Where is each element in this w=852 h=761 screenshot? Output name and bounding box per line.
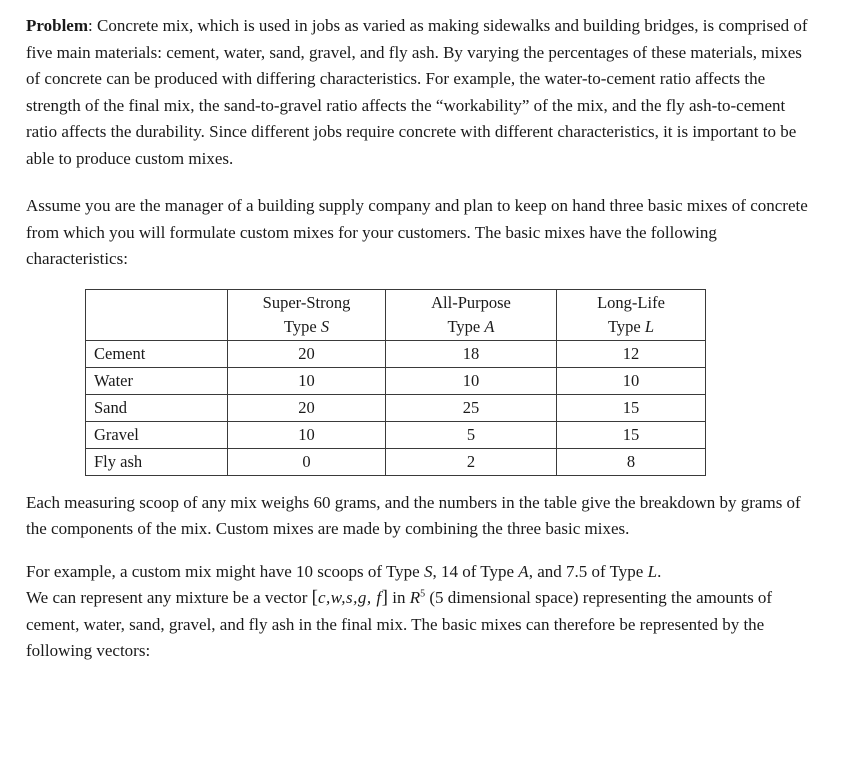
table-row-sand [86,394,706,421]
table-cell: 15 [557,421,706,448]
type-prefix: Type [607,316,645,336]
column-name: Long-Life [597,292,665,312]
vector-close-bracket: ] [381,587,388,608]
table-cell: 15 [557,394,706,421]
problem-text: : Concrete mix, which is used in jobs as varied as making sidewalks and building bridges, is comprised of five main materials: cement, water, sand, gravel, and fly ash. By varying the percentages of these materials, mixes of concrete can be produced with differing characteristics. For example, the water-to-cement ratio affects the strength of the final mix, the sand-to-gravel ratio affects the “workability” of the mix, and the fly ash-to-cement ratio affects the durability. Since different jobs require concrete with different characteristics, it is important to be able to produce custom mixes. [26,16,808,168]
row-label: Gravel [86,421,228,448]
type-prefix: Type [447,316,485,336]
scoop-paragraph: Each measuring scoop of any mix weighs 60 grams, and the numbers in the table give the breakdown by grams of the components of the mix. Custom mixes are made by combining the three basic mixes. [26,492,801,538]
manager-paragraph: Assume you are the manager of a building supply company and plan to keep on hand three basic mixes of concrete from which you will formulate custom mixes for your customers. The basic mixes have the following characteristics: [26,196,808,268]
table-header-row [86,289,706,340]
vector-open-bracket: [ [311,587,318,608]
text-run: (5 dimensional space) representing the amounts of cement, water, sand, gravel, and fly ash in the final mix. The basic mixes can therefore be represented by the following vectors: [26,588,773,660]
mix-table [85,289,706,476]
table-cell: 12 [557,340,706,367]
column-type [228,315,385,339]
problem-label: Problem [26,16,89,35]
type-s-letter: S [423,561,433,581]
type-letter: A [484,316,495,336]
column-header-long-life [557,289,706,340]
table-cell: 2 [386,448,557,475]
column-name: Super-Strong [262,292,351,312]
table-corner-cell [86,289,228,340]
row-label: Sand [86,394,228,421]
type-a-letter: A [518,561,529,581]
table-cell: 8 [557,448,706,475]
table-row-fly-ash [86,448,706,475]
column-name: All-Purpose [431,292,511,312]
table-cell: 10 [228,421,386,448]
table-cell: 10 [228,367,386,394]
space-symbol: R [409,588,421,607]
table-cell: 20 [228,394,386,421]
text-run: We can represent any mixture be a vector [26,588,312,607]
column-header-all-purpose [386,289,557,340]
row-label: Fly ash [86,448,228,475]
text-run: , and 7.5 of Type [528,561,648,581]
row-label: Cement [86,340,228,367]
column-header-super-strong [228,289,386,340]
column-type [386,315,556,339]
space-exponent: 5 [420,588,426,600]
table-cell: 25 [386,394,557,421]
table-cell: 5 [386,421,557,448]
vector-components: c,w,s,g, f [317,588,382,607]
type-letter: L [644,316,655,336]
text-run: For example, a custom mix might have 10 scoops of Type [26,561,424,581]
table-cell: 10 [557,367,706,394]
type-letter: S [320,316,330,336]
table-row-water [86,367,706,394]
example-paragraph [26,559,816,665]
document-page [26,13,816,665]
table-cell: 20 [228,340,386,367]
table-row-gravel [86,421,706,448]
table-cell: 18 [386,340,557,367]
table-cell: 10 [386,367,557,394]
type-l-letter: L [647,561,658,581]
type-prefix: Type [283,316,321,336]
text-run: , 14 of Type [432,561,519,581]
text-run: in [387,588,410,607]
text-run: . [657,561,662,581]
row-label: Water [86,367,228,394]
table-row-cement [86,340,706,367]
column-type [557,315,705,339]
table-cell: 0 [228,448,386,475]
problem-paragraph [26,13,816,172]
